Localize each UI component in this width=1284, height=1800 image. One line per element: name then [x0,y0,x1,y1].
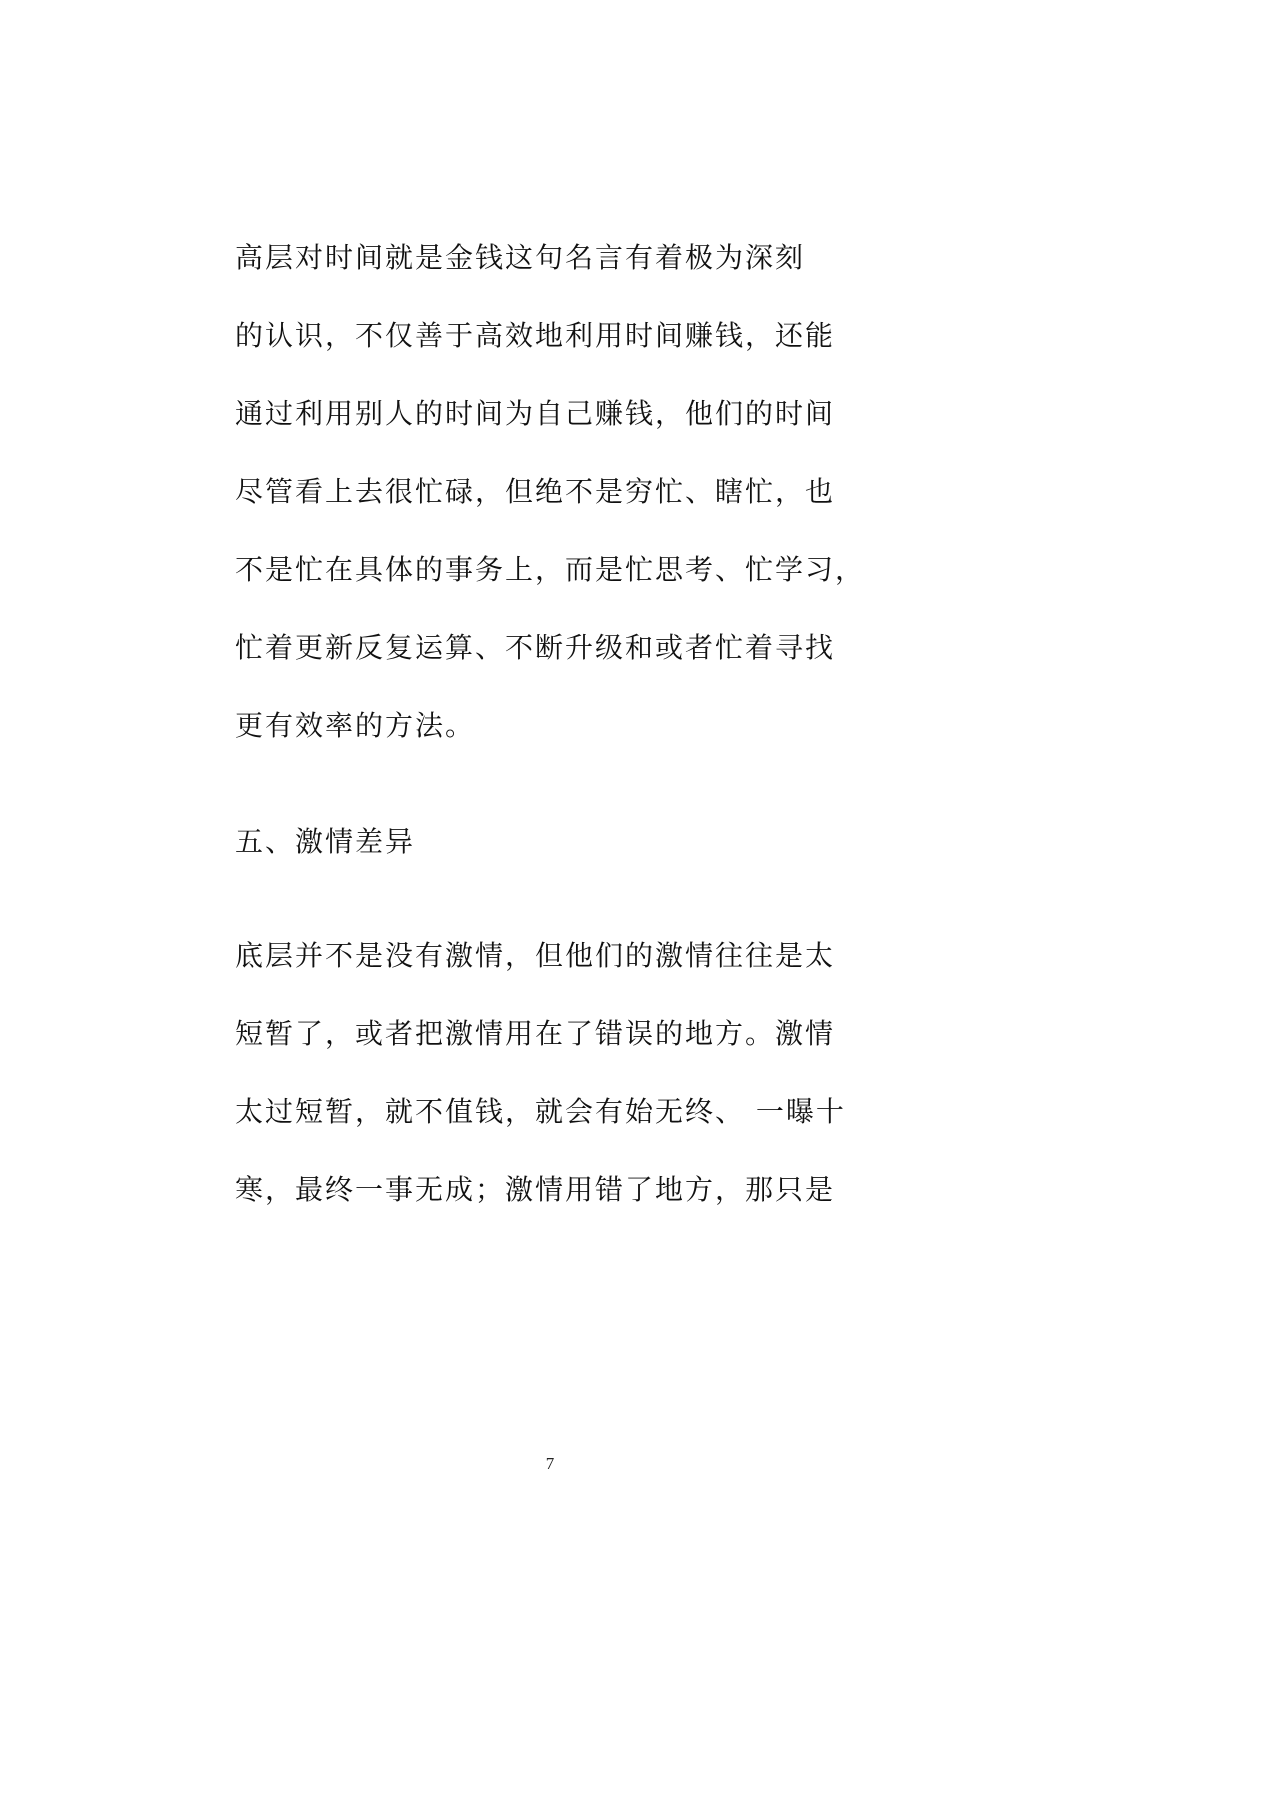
paragraph-line: 底层并不是没有激情，但他们的激情往往是太 [235,939,836,972]
paragraph-line: 的认识，不仅善于高效地利用时间赚钱，还能 [235,319,836,352]
paragraph-line: 忙着更新反复运算、不断升级和或者忙着寻找 [235,631,836,664]
page-number: 7 [545,1454,555,1473]
section-heading: 五、激情差异 [235,825,416,858]
paragraph-line: 寒，最终一事无成；激情用错了地方，那只是 [235,1173,836,1206]
paragraph-line: 短暂了，或者把激情用在了错误的地方。激情 [235,1017,836,1050]
paragraph-line: 更有效率的方法。 [235,709,476,742]
paragraph-line: 高层对时间就是金钱这句名言有着极为深刻 [235,241,806,274]
paragraph-line: 太过短暂，就不值钱，就会有始无终、 一曝十 [235,1095,846,1128]
paragraph-line: 通过利用别人的时间为自己赚钱，他们的时间 [235,397,836,430]
paragraph-line: 尽管看上去很忙碌，但绝不是穷忙、瞎忙，也 [235,475,836,508]
paragraph-line: 不是忙在具体的事务上，而是忙思考、忙学习， [235,553,866,586]
